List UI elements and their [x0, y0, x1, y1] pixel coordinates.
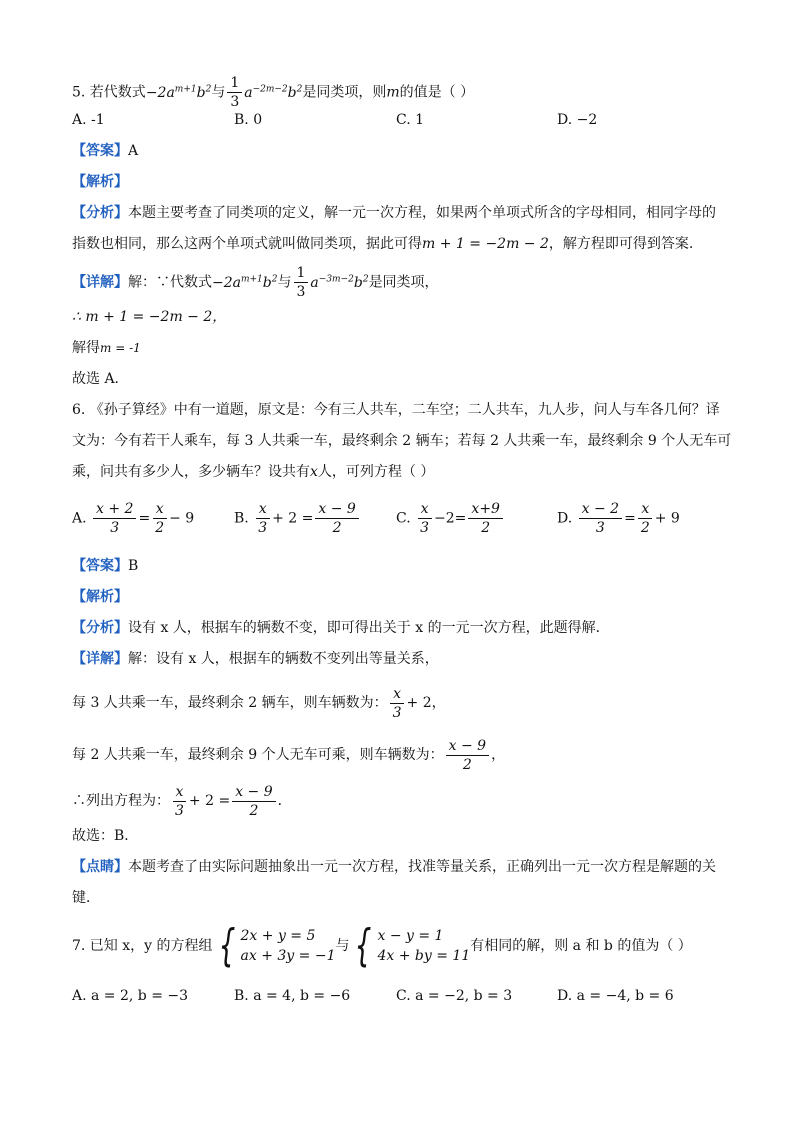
q5-frac-den: 3 [230, 94, 240, 110]
q5-detail-expr1 [212, 275, 278, 291]
q6-option-b[interactable] [234, 500, 361, 537]
q6-b-mid: + 2 = [272, 510, 314, 527]
q5-detail-expr1-b-exp: 2 [271, 273, 278, 284]
q6-detail-3-pre: 每 2 人共乘一车，最终剩余 9 个人无车可乘，则车辆数为： [72, 747, 444, 763]
q6-b-label: B. [234, 510, 249, 527]
q6-a-frac1 [93, 500, 136, 537]
q5-fenxi-2 [72, 234, 693, 254]
q6-fenxi-tag: 【分析】 [72, 620, 128, 636]
q5-fenxi-1 [72, 203, 716, 223]
q6-detail-3 [72, 735, 505, 775]
q5-fenxi-text-3: ，解方程即可得到答案. [548, 236, 694, 252]
q5-detail-frac-den: 3 [296, 284, 306, 300]
q5-option-d[interactable]: D. −2 [557, 112, 598, 128]
q6-detail-4-num2: x − 9 [232, 783, 275, 802]
q6-b-n1: x [256, 500, 270, 519]
q6-c-mid: −2= [434, 510, 467, 527]
q5-detail-frac-num: 1 [294, 264, 309, 283]
q6-b-frac1 [255, 500, 270, 537]
q5-with: 与 [211, 84, 226, 101]
q6-detail-5: 故选：B． [72, 828, 139, 844]
q7-sys2-row2: 4x + by = 11 [377, 948, 471, 964]
q7-option-d[interactable]: D. a = −4, b = 6 [557, 988, 674, 1004]
q6-detail-text-1: 解：设有 x 人，根据车的辆数不变列出等量关系， [128, 651, 439, 667]
q6-fenxi [72, 618, 610, 638]
q6-d-n1: x − 2 [579, 500, 622, 519]
q5-detail-1 [72, 264, 439, 301]
q6-c-d2: 2 [481, 520, 491, 536]
q5-analysis-label: 【解析】 [72, 174, 128, 190]
q6-fenxi-text: 设有 x 人，根据车的辆数不变，即可得出关于 x 的一元一次方程，此题得解． [128, 620, 610, 636]
q6-c-label: C. [396, 510, 411, 527]
q5-stem-pre: 5. 若代数式 [72, 84, 146, 101]
q6-dianjing-2: 键． [72, 890, 100, 906]
q5-option-a[interactable]: A. -1 [72, 112, 105, 128]
q5-expr1-b: b [196, 84, 206, 101]
q5-fenxi-eq: m + 1 = −2m − 2 [422, 236, 549, 252]
q6-c-n2: x+9 [468, 500, 503, 519]
q7-option-a[interactable]: A. a = 2, b = −3 [72, 988, 189, 1004]
q5-detail-expr2-b-exp: 2 [362, 273, 369, 284]
q5-detail-expr1-base: −2a [212, 274, 241, 291]
q7-option-b[interactable]: B. a = 4, b = −6 [234, 988, 351, 1004]
q5-detail-expr2-b: b [353, 274, 363, 291]
q5-expr2-b-exp: 2 [296, 83, 303, 94]
q7-brace-2: { [355, 920, 372, 971]
q5-detail-expr2 [310, 275, 368, 291]
q6-d-d2: 2 [640, 520, 650, 536]
q7-system-1-rows [241, 926, 336, 966]
q7-option-c[interactable]: C. a = −2, b = 3 [396, 988, 513, 1004]
q6-analysis-tag [72, 587, 128, 607]
q5-detail-3 [72, 338, 141, 358]
q7-with: 与 [335, 938, 350, 954]
q5-answer [72, 141, 138, 161]
q6-stem-3-var: x [310, 464, 318, 480]
q6-a-tail: − 9 [169, 510, 195, 527]
q7-brace-1: { [218, 920, 235, 971]
q6-detail-1 [72, 649, 439, 669]
q6-d-label: D. [557, 510, 573, 527]
q6-c-frac1 [417, 500, 432, 537]
q5-expr2 [244, 85, 302, 101]
q7-stem-pre: 7. 已知 x，y 的方程组 [72, 938, 213, 954]
q5-option-b[interactable]: B. 0 [234, 112, 263, 128]
q5-detail-expr1-exp: m+1 [240, 273, 263, 284]
q7-sys2-row1: x − y = 1 [377, 928, 444, 944]
q6-b-d1: 3 [258, 520, 268, 536]
q5-stem-end: 的值是（ ） [399, 84, 475, 101]
q6-stem-3-pre: 乘，问共有多少人，多少辆车？设共有 [72, 464, 310, 480]
q6-detail-2-frac [390, 685, 405, 722]
q5-fenxi-tag: 【分析】 [72, 205, 128, 221]
q6-detail-4-den1: 3 [175, 802, 184, 819]
q6-option-a[interactable] [72, 500, 194, 537]
q5-var: m [386, 84, 400, 101]
q6-detail-3-num: x − 9 [446, 737, 489, 756]
q5-detail-tag: 【详解】 [72, 274, 128, 291]
q5-expr2-exp: −2m−2 [252, 83, 288, 94]
q5-detail-text-1: 解：∵代数式 [128, 274, 212, 291]
q6-stem-3 [72, 462, 434, 482]
q6-detail-2-end: + 2， [406, 695, 446, 711]
q6-b-frac2 [315, 500, 358, 537]
q6-detail-4-end: ． [277, 793, 292, 809]
q6-d-frac1 [579, 500, 622, 537]
q5-expr2-base: a [244, 84, 253, 101]
q6-detail-tag: 【详解】 [72, 651, 128, 667]
q5-fenxi-text-1: 本题主要考查了同类项的定义，解一元一次方程，如果两个单项式所含的字母相同，相同字母的 [128, 205, 716, 221]
q5-expr1-exp: m+1 [174, 83, 197, 94]
q6-answer-tag: 【答案】 [72, 558, 128, 574]
q6-b-d2: 2 [332, 520, 342, 536]
q6-c-frac2 [468, 500, 503, 537]
q6-detail-4-frac2 [232, 783, 275, 820]
q6-dianjing-1 [72, 857, 716, 877]
q6-a-label: A. [72, 510, 87, 527]
q5-analysis-tag [72, 172, 128, 192]
q6-d-d1: 3 [595, 520, 605, 536]
q6-detail-3-end: ， [491, 747, 506, 763]
q5-fraction [227, 74, 242, 111]
q6-detail-3-den: 2 [462, 756, 472, 773]
q5-fenxi-text-2: 指数也相同，那么这两个单项式就叫做同类项，据此可得 [72, 236, 422, 252]
q6-d-eq: = [624, 510, 636, 527]
q6-detail-2-num: x [390, 685, 404, 704]
q5-detail-3-pre: 解得 [72, 340, 100, 356]
q5-detail-4: 故选 A． [72, 371, 129, 387]
q6-option-d[interactable] [557, 500, 680, 537]
q5-detail-expr2-base: a [310, 274, 319, 291]
q5-answer-value: A [128, 143, 139, 159]
q5-stem-post: 是同类项，则 [302, 84, 387, 101]
q6-b-n2: x − 9 [315, 500, 358, 519]
q6-answer-value: B [128, 558, 139, 574]
q6-detail-4-mid: + 2 = [188, 793, 231, 809]
q5-detail-fraction [294, 264, 309, 301]
q5-detail-expr2-exp: −3m−2 [318, 273, 354, 284]
q6-dianjing-tag: 【点睛】 [72, 859, 128, 875]
q5-detail-with: 与 [277, 274, 292, 291]
q6-stem-3-end: 人，可列方程（ ） [317, 464, 435, 480]
q6-stem-2: 文为：今有若干人乘车，每 3 人共乘一车，最终剩余 2 辆车；若每 2 人共乘一车，最终剩余 9 个人无车可 [72, 433, 732, 449]
q5-expr1-base: −2a [145, 84, 175, 101]
q5-detail-expr1-b: b [262, 274, 272, 291]
q5-answer-tag: 【答案】 [72, 143, 128, 159]
q6-a-frac2 [152, 500, 167, 537]
q6-a-eq: = [138, 510, 151, 527]
q6-detail-2 [72, 683, 446, 723]
q6-detail-4-pre: ∴列出方程为： [72, 793, 170, 809]
q6-stem-1: 6. 《孙子算经》中有一道题，原文是：今有三人共车，二车空；二人共车，九人步，问人与车各几何？译 [72, 402, 720, 418]
q6-d-n2: x [638, 500, 652, 519]
q6-analysis-label: 【解析】 [72, 589, 128, 605]
q6-dianjing-text-1: 本题考查了由实际问题抽象出一元一次方程，找准等量关系，正确列出一元一次方程是解题的关 [128, 859, 716, 875]
q5-expr1-b-exp: 2 [205, 83, 212, 94]
q6-detail-3-frac [446, 737, 489, 774]
q6-detail-4-frac1 [172, 783, 187, 820]
q6-a-d2: 2 [155, 520, 165, 536]
q7-sys1-row2: ax + 3y = −1 [240, 948, 336, 964]
q5-detail-text-1-end: 是同类项， [368, 274, 439, 291]
q7-stem [72, 922, 692, 970]
q6-detail-4 [72, 781, 292, 821]
q6-d-frac2 [638, 500, 653, 537]
q6-c-d1: 3 [420, 520, 430, 536]
q7-stem-end: 有相同的解，则 a 和 b 的值为（ ） [470, 938, 692, 954]
q6-answer [72, 556, 138, 576]
q6-detail-4-den2: 2 [249, 802, 259, 819]
q6-a-d1: 3 [110, 520, 120, 536]
q6-option-c[interactable] [396, 500, 505, 537]
q6-a-n1: x + 2 [93, 500, 136, 519]
q7-sys1-row1: 2x + y = 5 [240, 928, 316, 944]
q5-detail-3-eq: m = -1 [100, 341, 141, 355]
q5-expr1 [146, 85, 212, 101]
q7-system-2 [349, 920, 471, 971]
q6-d-tail: + 9 [654, 510, 680, 527]
q6-detail-4-num1: x [173, 783, 187, 802]
q6-detail-2-den: 3 [392, 704, 402, 721]
q6-a-n2: x [153, 500, 167, 519]
q7-system-2-rows [377, 926, 470, 966]
q6-detail-2-pre: 每 3 人共乘一车，最终剩余 2 辆车，则车辆数为： [72, 695, 388, 711]
q7-system-1 [213, 920, 336, 971]
q6-c-n1: x [418, 500, 432, 519]
q5-stem [72, 74, 474, 111]
q5-detail-2: ∴ m + 1 = −2m − 2， [72, 309, 227, 325]
q5-option-c[interactable]: C. 1 [396, 112, 425, 128]
q5-frac-num: 1 [227, 74, 242, 93]
q5-expr2-b: b [287, 84, 297, 101]
